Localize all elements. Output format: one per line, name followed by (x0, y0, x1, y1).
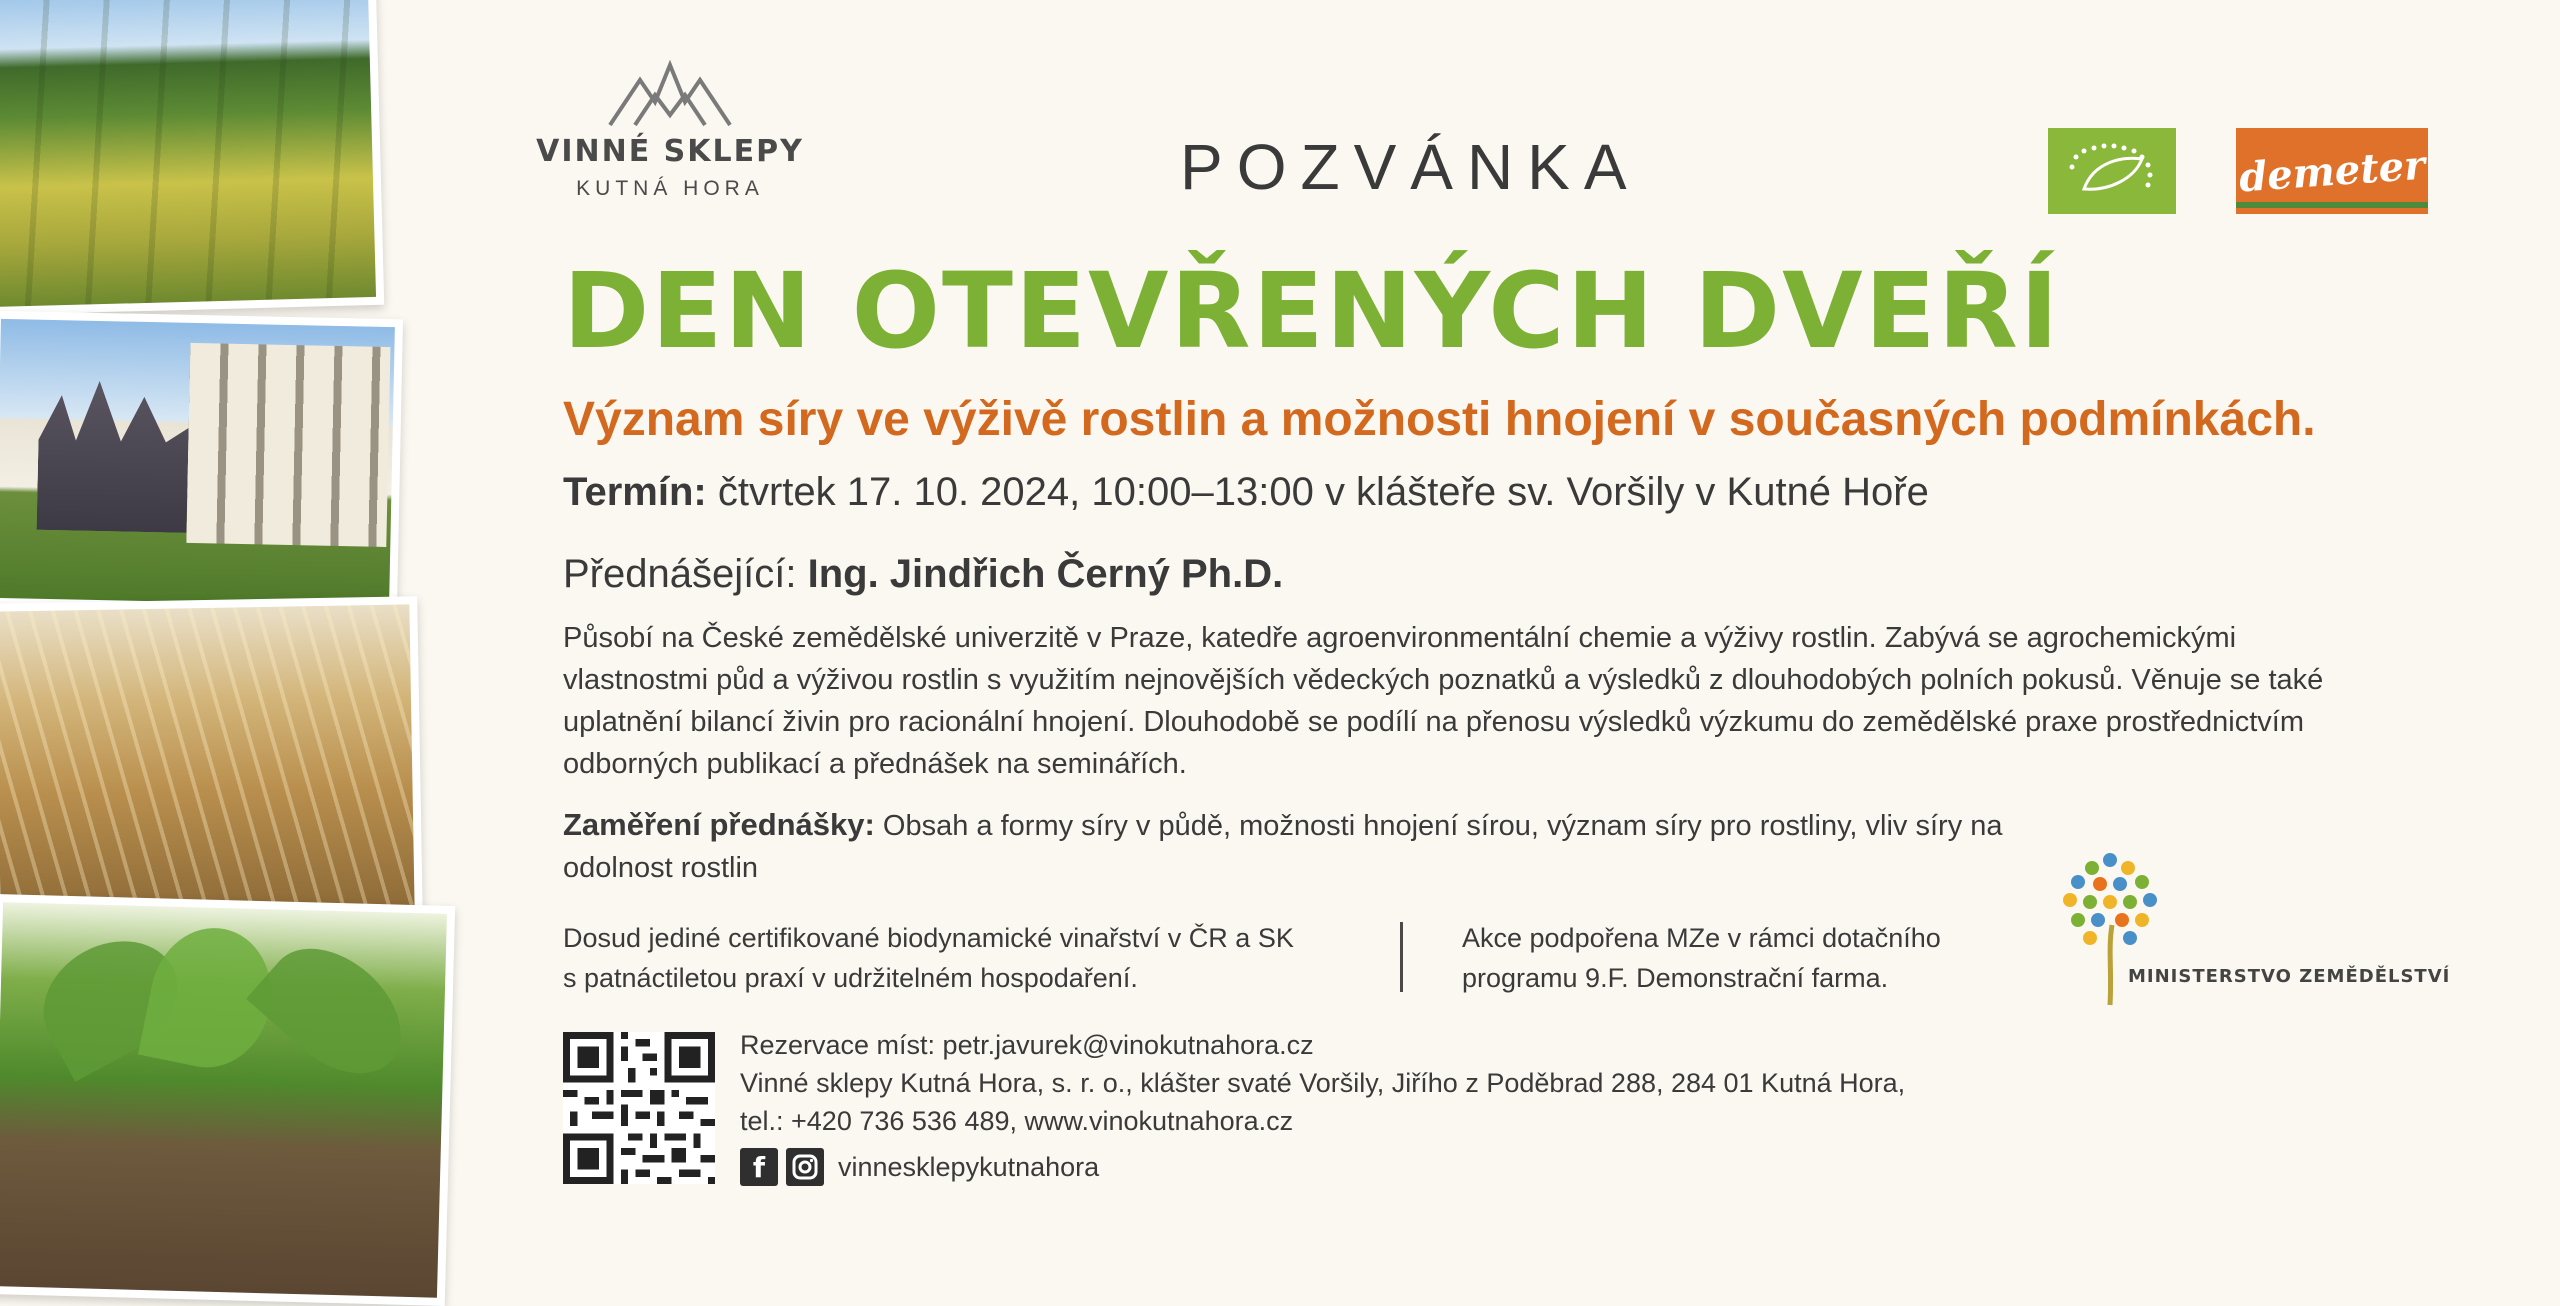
invitation-heading: POZVÁNKA (1180, 131, 1641, 203)
phone-web-line: tel.: +420 736 536 489, www.vinokutnahora.cz (740, 1106, 1294, 1136)
support-line-2: programu 9.F. Demonstrační farma. (1462, 963, 1889, 993)
logo-name: VINNÉ SKLEPY (536, 134, 804, 169)
focus-label: Zaměření přednášky: (563, 807, 875, 842)
demeter-wordmark: demeter (2237, 141, 2427, 201)
wheat-photo (0, 596, 423, 923)
reservation-line: Rezervace míst: petr.javurek@vinokutnahora.cz (740, 1030, 1314, 1060)
focus-value: Obsah a formy síry v půdě, možnosti hnojení sírou, význam síry pro rostliny, vliv síry na odolnost rostlin (563, 810, 2003, 884)
winery-logo (520, 60, 820, 201)
social-links (740, 1148, 1099, 1186)
speaker-name: Ing. Jindřich Černý Ph.D. (796, 552, 1284, 596)
support-line-1: Akce podpořena MZe v rámci dotačního (1462, 923, 1941, 953)
facebook-icon[interactable]: f (740, 1148, 778, 1186)
mountain-logo-icon (605, 60, 735, 130)
certification-line-1: Dosud jediné certifikované biodynamické vinařství v ČR a SK (563, 923, 1294, 953)
instagram-icon[interactable] (786, 1148, 824, 1186)
logo-town: KUTNÁ HORA (576, 177, 764, 200)
demeter-logo (2236, 128, 2428, 214)
vineyard-photo (0, 0, 384, 315)
photo-collage (0, 0, 470, 1280)
certification-line-2: s patnáctiletou praxí v udržitelném hospodaření. (563, 963, 1138, 993)
support-note (1462, 918, 2022, 998)
event-term (563, 470, 1929, 515)
beet-photo (0, 894, 455, 1306)
contact-info (740, 1026, 1905, 1140)
qr-code[interactable] (563, 1032, 715, 1184)
monastery-photo (0, 311, 403, 615)
social-handle[interactable]: vinnesklepykutnahora (838, 1151, 1100, 1182)
speaker-bio: Působí na České zemědělské univerzitě v Praze, katedře agroenvironmentální chemie a výživy rostlin. Zabývá se agrochemickými vlastnostmi půd a výživou rostlin s využitím nejnovějších vědeckých poznatků a výsledků z dlouhodobých polních pokusů. Věnuje se také uplatnění bilancí živin pro racionální hnojení. Dlouhodobě se podílí na přenosu výsledků výzkumu do zemědělské praxe prostřednictvím odborných publikací a přednášek na seminářích. (563, 622, 2324, 780)
lecture-focus (563, 804, 2063, 889)
ministry-logo (2040, 840, 2451, 1010)
term-value: čtvrtek 17. 10. 2024, 10:00–13:00 v klášteře sv. Voršily v Kutné Hoře (706, 470, 1929, 514)
event-title: DEN OTEVŘENÝCH DVEŘÍ (563, 250, 2061, 372)
divider (1400, 922, 1403, 992)
ministry-name: MINISTERSTVO ZEMĚDĚLSTVÍ (2128, 966, 2451, 987)
address-line: Vinné sklepy Kutná Hora, s. r. o., klášter svaté Voršily, Jiřího z Poděbrad 288, 284 01 Kutná Hora, (740, 1068, 1906, 1098)
qr-code-icon (563, 1032, 715, 1184)
event-subtitle: Význam síry ve výživě rostlin a možnosti hnojení v současných podmínkách. (563, 393, 2316, 446)
term-label: Termín: (563, 470, 707, 514)
eu-organic-logo (2048, 128, 2176, 214)
speaker (563, 552, 1283, 597)
eu-organic-leaf-icon (2064, 141, 2160, 201)
speaker-label: Přednášející: (563, 552, 797, 596)
certification-note (563, 918, 1363, 998)
